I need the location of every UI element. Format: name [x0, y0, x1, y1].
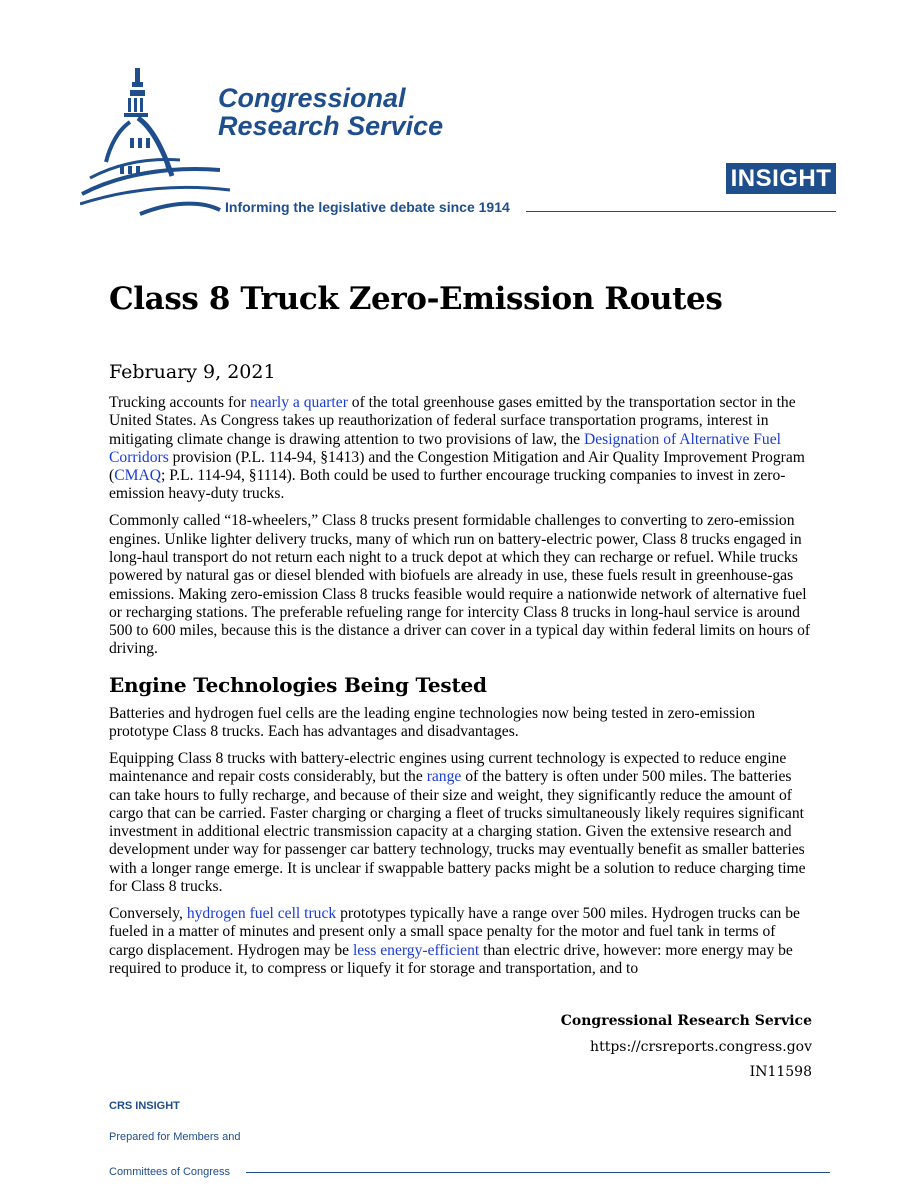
article-body — [109, 394, 813, 987]
report-id: IN11598 — [749, 1064, 812, 1080]
text-run: than electric drive, however: more energy may be required to produce it, to compress or liquefy it for storage and transportation, and to — [109, 941, 793, 977]
paragraph-1 — [109, 394, 813, 504]
text-run: of the total greenhouse gases emitted by the transportation sector in the United States. As Congress takes up reauthorization of federal surface transportation programs, interest in mitigating climate change is drawing attention to two provisions of law, the — [109, 394, 796, 448]
paragraph-3: Batteries and hydrogen fuel cells are the leading engine technologies now being tested in zero-emission prototype Class 8 trucks. Each has advantages and disadvantages. — [109, 704, 756, 741]
org-tagline: Informing the legislative debate since 1914 — [225, 199, 510, 215]
link-nearly-a-quarter[interactable]: nearly a quarter — [250, 394, 348, 411]
paragraph-5 — [109, 905, 813, 978]
link-range[interactable]: range — [426, 768, 462, 786]
text-run: Trucking accounts for — [109, 394, 251, 411]
section-heading: Engine Technologies Being Tested — [109, 672, 487, 697]
footer-divider — [246, 1172, 830, 1173]
paragraph-2: Commonly called “18-wheelers,” Class 8 trucks present formidable challenges to converting to zero-emission engines. Unlike lighter delivery trucks, many of which run on battery-electric power, Class 8 trucks engaged in long-haul transport do not return each night to a truck depot at which they can recharge or refuel. While trucks powered by natural gas or diesel blended with biofuels are already in use, these fuels result in greenhouse-gas emissions. Making zero-emission Class 8 trucks feasible would require a nationwide network of alternative fuel or recharging stations. The preferable refueling range for intercity Class 8 trucks in long-haul service is around 500 to 600 miles, because this is the distance a driver can cover in a typical day within federal limits on hours of driving. — [109, 512, 811, 658]
footer-committees: Committees of Congress — [109, 1166, 231, 1178]
text-run: Conversely, — [109, 904, 187, 922]
insight-badge: INSIGHT — [726, 163, 836, 194]
footer-prepared-for: Prepared for Members and — [109, 1131, 241, 1143]
text-run: prototypes typically have a range over 500 miles. Hydrogen trucks can be fueled in a matter of minutes and present only a small space penalty for the motor and fuel tank in terms of cargo displacement. Hydrogen may be — [109, 904, 800, 959]
footer-url: https://crsreports.congress.gov — [590, 1039, 812, 1055]
link-cmaq[interactable]: CMAQ — [114, 467, 161, 485]
text-run: provision (P.L. 114-94, §1413) and the Congestion Mitigation and Air Quality Improvement Program ( — [109, 448, 805, 485]
org-name-line2: Research Service — [218, 111, 444, 141]
publication-date: February 9, 2021 — [109, 361, 276, 383]
link-alternative-fuel-corridors[interactable]: Designation of Alternative Fuel Corridors — [109, 430, 781, 466]
text-run: Equipping Class 8 trucks with battery-electric engines using current technology is expected to reduce engine maintenance and repair costs considerably, but the — [109, 749, 787, 786]
link-hydrogen-fuel-cell-truck[interactable]: hydrogen fuel cell truck — [186, 904, 337, 922]
paragraph-4 — [109, 750, 813, 896]
text-run: ; P.L. 114-94, §1114). Both could be used to further encourage trucking companies to invest in zero-emission heavy-duty trucks. — [109, 467, 786, 503]
page-title: Class 8 Truck Zero-Emission Routes — [109, 281, 723, 317]
footer-org-name: Congressional Research Service — [560, 1013, 812, 1029]
text-run: of the battery is often under 500 miles. The batteries can take hours to fully recharge, and because of their size and weight, they significantly reduce the amount of cargo that can be carried. Faster charging or charging a fleet of trucks simultaneously likely requires significant investment in additional electric transmission capacity at a charging station. Given the extensive research and development under way for passenger car battery technology, trucks may eventually benefit as smaller batteries with a longer range emerge. It is unclear if swappable battery packs might be a solution to reduce charging time for Class 8 trucks. — [109, 768, 806, 896]
org-name-line1: Congressional — [218, 83, 406, 113]
link-less-energy-efficient[interactable]: less energy-efficient — [352, 941, 480, 959]
footer-crs-insight: CRS INSIGHT — [109, 1100, 180, 1112]
header-divider — [526, 211, 836, 212]
